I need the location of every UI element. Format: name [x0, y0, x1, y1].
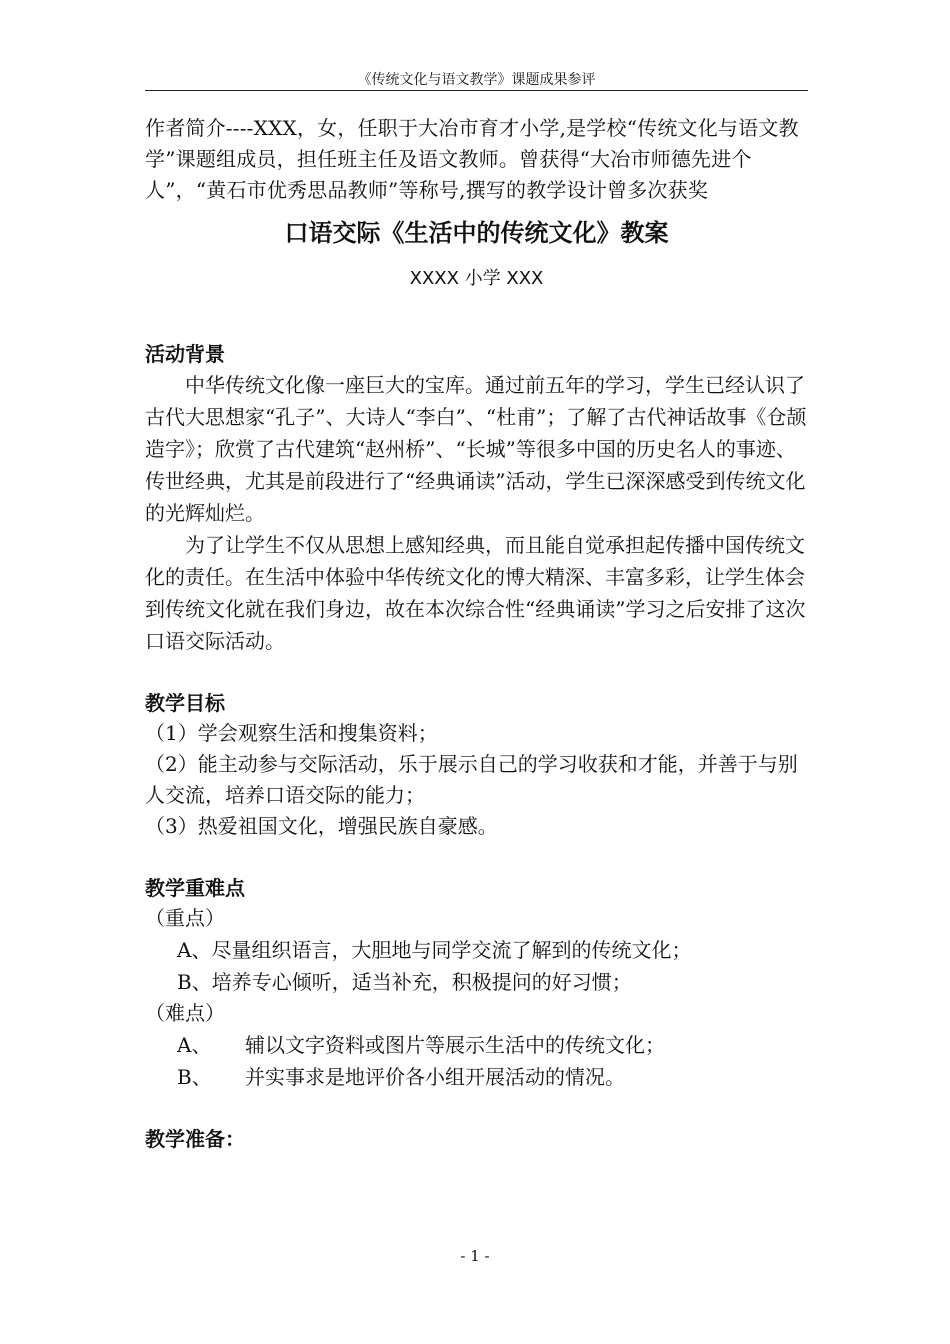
focus-item: B、培养专心倾听，适当补充，积极提问的好习惯； — [177, 970, 632, 994]
goal-item: （1）学会观察生活和搜集资料； — [145, 721, 438, 745]
background-paragraph: 中华传统文化像一座巨大的宝库。通过前五年的学习，学生已经认识了古代大思想家“孔子”、大诗人“李白”、“杜甫”；了解了古代神话故事《仓颉造字》；欣赏了古代建筑“赵州桥”、“长城”等很多中国的历史名人的事迹、传世经典，尤其是前段进行了“经典诵读”活动，学生已深深感受到传统文化的光辉灿烂。 — [145, 373, 807, 525]
key-points-section — [145, 873, 808, 1093]
focus-label: （重点） — [145, 906, 225, 930]
goal-item: （3）热爱祖国文化，增强民族自豪感。 — [145, 814, 498, 838]
difficulty-marker: A、 — [177, 1033, 212, 1057]
goals-heading: 教学目标 — [145, 691, 225, 715]
background-section — [145, 339, 808, 657]
key-points-heading: 教学重难点 — [145, 876, 245, 900]
preparation-heading: 教学准备： — [145, 1127, 245, 1151]
difficulty-text: 并实事求是地评价各小组开展活动的情况。 — [245, 1065, 625, 1089]
background-paragraph: 为了让学生不仅从思想上感知经典，而且能自觉承担起传播中国传统文化的责任。在生活中体验中华传统文化的博大精深、丰富多彩，让学生体会到传统文化就在我们身边，故在本次综合性“经典诵读”学习之后安排了这次口语交际活动。 — [145, 533, 806, 653]
page-body — [145, 113, 808, 1154]
difficulty-item — [145, 1061, 808, 1093]
difficulty-marker: B、 — [177, 1065, 212, 1089]
author-intro: 作者简介----XXX，女，任职于大冶市育才小学,是学校“传统文化与语文教学”课题组成员，担任班主任及语文教师。曾获得“大冶市师德先进个人”，“黄石市优秀思品教师”等称号,撰写的教学设计曾多次获奖 — [145, 116, 799, 202]
focus-item: A、尽量组织语言，大胆地与同学交流了解到的传统文化； — [177, 938, 692, 962]
preparation-section — [145, 1124, 808, 1154]
document-title: 口语交际《生活中的传统文化》教案 — [284, 219, 669, 247]
difficulty-label: （难点） — [145, 1001, 225, 1025]
page-number: - 1 - — [460, 1247, 490, 1265]
header-rule — [145, 90, 808, 91]
background-heading: 活动背景 — [145, 342, 225, 366]
document-subtitle: XXXX 小学 XXX — [409, 268, 544, 289]
difficulty-item — [145, 1029, 808, 1061]
running-header: 《传统文化与语文教学》课题成果参评 — [357, 72, 596, 88]
difficulty-text: 辅以文字资料或图片等展示生活中的传统文化； — [245, 1033, 665, 1057]
goal-item: （2）能主动参与交际活动，乐于展示自己的学习收获和才能，并善于与别人交流，培养口语交际的能力； — [145, 752, 798, 807]
goals-section — [145, 688, 808, 842]
